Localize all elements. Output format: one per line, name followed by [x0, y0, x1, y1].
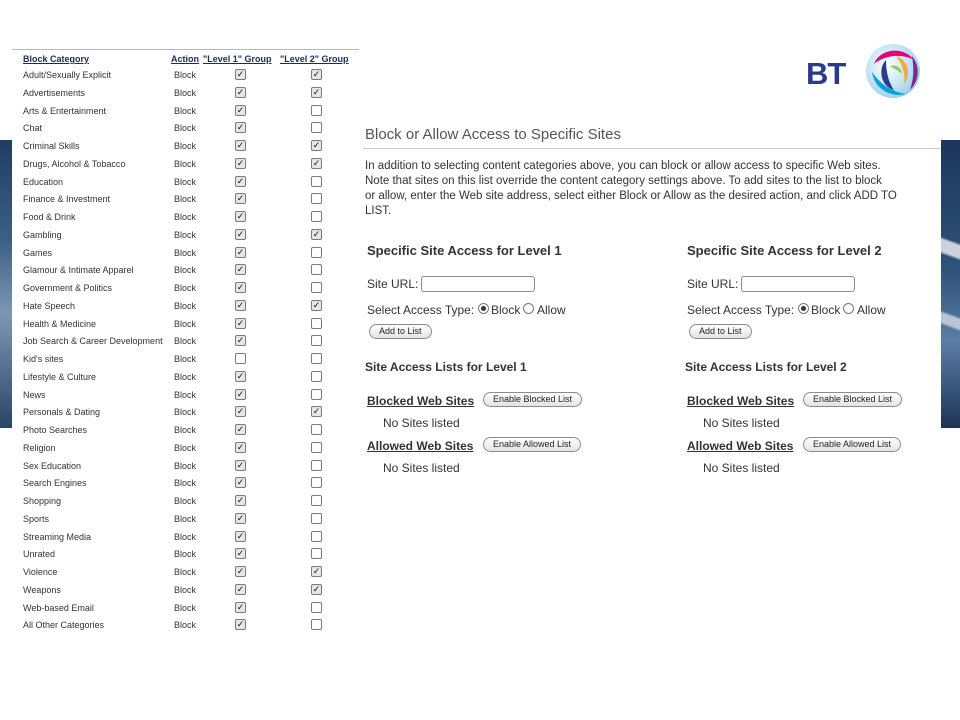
category-name: Adult/Sexually Explicit	[23, 70, 112, 80]
level-1-allowed-sites-title[interactable]: Allowed Web Sites	[367, 439, 474, 453]
category-action: Block	[174, 478, 197, 489]
category-action: Block	[174, 194, 197, 205]
level-1-site-url-input[interactable]	[421, 276, 535, 292]
category-action: Block	[174, 620, 197, 631]
table-row	[12, 209, 359, 227]
category-name: Web-based Email	[23, 602, 94, 613]
level-2-checkbox[interactable]	[311, 531, 322, 542]
intro-text	[365, 159, 941, 219]
intro-line: In addition to selecting content categories above, you can block or allow access to specific Web sites.	[365, 160, 881, 172]
table-row	[12, 85, 359, 103]
level-1-checkbox[interactable]	[235, 353, 246, 364]
category-name: Lifestyle & Culture	[23, 371, 97, 382]
table-row	[12, 617, 359, 635]
level-1-add-to-list-button[interactable]: Add to List	[369, 324, 432, 339]
table-row	[12, 387, 359, 405]
category-name: Government & Politics	[23, 283, 113, 293]
level-2-allowed-sites-title[interactable]: Allowed Web Sites	[687, 439, 794, 453]
category-action: Block	[174, 176, 197, 187]
level-1-checkbox[interactable]: ✓	[236, 264, 245, 275]
level-1-checkbox[interactable]: ✓	[236, 157, 245, 168]
category-action: Block	[174, 407, 197, 418]
category-name: Advertisements	[23, 87, 86, 98]
level-1-checkbox[interactable]: ✓	[236, 246, 245, 257]
level-2-block-radio[interactable]	[798, 303, 809, 314]
level-2-checkbox[interactable]	[311, 495, 322, 506]
table-row	[12, 369, 359, 387]
table-row	[12, 262, 359, 280]
level-2-checkbox[interactable]	[311, 371, 322, 382]
category-name: Shopping	[23, 496, 62, 506]
category-name: Education	[23, 176, 64, 187]
level-1-checkbox[interactable]: ✓	[236, 424, 245, 434]
level-1-checkbox[interactable]: ✓	[236, 601, 245, 612]
level-1-checkbox[interactable]: ✓	[236, 104, 245, 115]
level-2-checkbox[interactable]	[311, 460, 322, 471]
category-action: Block	[174, 283, 197, 293]
level-1-checkbox[interactable]: ✓	[236, 459, 245, 470]
table-row	[12, 174, 359, 192]
level-1-checkbox[interactable]: ✓	[236, 193, 245, 204]
level-1-checkbox[interactable]: ✓	[236, 86, 245, 97]
level-2-checkbox[interactable]: ✓	[312, 406, 321, 417]
site-url-label: Site URL:	[687, 277, 739, 291]
category-name: Chat	[23, 123, 43, 134]
table-row	[12, 475, 359, 493]
level-2-checkbox[interactable]	[311, 353, 322, 364]
category-action: Block	[174, 425, 197, 435]
level-1-checkbox[interactable]: ✓	[236, 530, 245, 541]
category-name: Weapons	[23, 584, 61, 595]
level-1-checkbox[interactable]: ✓	[236, 299, 245, 310]
category-action: Block	[174, 105, 197, 116]
level-1-checkbox[interactable]: ✓	[236, 441, 245, 452]
category-name: Hate Speech	[23, 300, 76, 311]
level-1-blocked-empty-text: No Sites listed	[383, 416, 460, 430]
category-name: Arts & Entertainment	[23, 105, 107, 116]
level-2-checkbox[interactable]	[311, 176, 322, 187]
level-1-allow-radio-label[interactable]: Allow	[537, 303, 566, 317]
table-row	[12, 156, 359, 174]
category-action: Block	[174, 247, 197, 258]
category-action: Block	[174, 158, 197, 169]
category-name: Streaming Media	[23, 531, 92, 542]
title-divider	[363, 148, 941, 149]
category-action: Block	[174, 496, 197, 506]
category-action: Block	[174, 229, 197, 240]
level-1-checkbox[interactable]: ✓	[236, 566, 245, 576]
level-1-checkbox[interactable]: ✓	[236, 388, 245, 399]
category-action: Block	[174, 318, 197, 329]
level-1-checkbox[interactable]: ✓	[236, 370, 245, 381]
level-2-checkbox[interactable]: ✓	[312, 299, 321, 310]
category-name: Drugs, Alcohol & Tobacco	[23, 158, 126, 169]
level-1-checkbox[interactable]: ✓	[236, 548, 245, 559]
category-name: Glamour & Intimate Apparel	[23, 265, 134, 276]
category-name: Personals & Dating	[23, 407, 101, 418]
level-1-checkbox[interactable]: ✓	[236, 140, 245, 150]
level-1-checkbox[interactable]: ✓	[236, 175, 245, 186]
category-action: Block	[174, 371, 197, 382]
level-2-checkbox[interactable]	[311, 193, 322, 204]
table-row	[12, 280, 359, 298]
level-1-title: Specific Site Access for Level 1	[367, 243, 562, 258]
category-action: Block	[174, 354, 197, 364]
level-1-block-radio[interactable]	[478, 303, 489, 314]
category-rows	[12, 67, 359, 635]
level-2-enable-blocked-list-button[interactable]: Enable Blocked List	[803, 392, 902, 407]
level-1-checkbox[interactable]: ✓	[236, 122, 245, 133]
level-2-allow-radio-label[interactable]: Allow	[857, 303, 886, 317]
level-1-checkbox[interactable]: ✓	[236, 228, 245, 239]
category-name: Criminal Skills	[23, 141, 80, 151]
category-action: Block	[174, 584, 197, 595]
table-header	[12, 54, 359, 68]
level-2-title: Specific Site Access for Level 2	[687, 243, 882, 258]
access-type-label: Select Access Type:	[687, 303, 795, 317]
page-title: Block or Allow Access to Specific Sites	[365, 126, 621, 143]
category-name: Games	[23, 247, 53, 258]
category-action: Block	[174, 442, 197, 453]
level-1-enable-allowed-list-button[interactable]: Enable Allowed List	[483, 437, 581, 452]
level-2-site-url-input[interactable]	[741, 276, 855, 292]
level-1-checkbox[interactable]: ✓	[236, 495, 245, 505]
level-1-checkbox[interactable]: ✓	[236, 512, 245, 523]
table-row	[12, 404, 359, 422]
header-action[interactable]: Action	[171, 54, 199, 64]
level-2-blocked-sites-title[interactable]: Blocked Web Sites	[687, 394, 795, 408]
level-1-checkbox[interactable]: ✓	[236, 477, 245, 488]
category-action: Block	[174, 87, 197, 98]
level-2-checkbox[interactable]: ✓	[312, 140, 321, 150]
category-action: Block	[174, 70, 197, 80]
table-row	[12, 138, 359, 156]
access-type-label: Select Access Type:	[367, 303, 475, 317]
level-1-checkbox[interactable]: ✓	[236, 335, 245, 346]
level-1-checkbox[interactable]: ✓	[236, 583, 245, 594]
category-name: Unrated	[23, 549, 56, 560]
level-1-checkbox[interactable]: ✓	[236, 619, 245, 630]
category-action: Block	[174, 549, 197, 560]
level-2-checkbox[interactable]	[311, 619, 322, 630]
decorative-side-image-right	[941, 140, 960, 428]
intro-line: LIST.	[365, 205, 392, 217]
level-2-checkbox[interactable]	[311, 602, 322, 613]
table-row	[12, 529, 359, 547]
category-name: News	[23, 389, 46, 400]
table-row	[12, 103, 359, 121]
category-action: Block	[174, 212, 197, 222]
table-row	[12, 120, 359, 138]
level-2-checkbox[interactable]	[311, 122, 322, 133]
category-name: Finance & Investment	[23, 194, 111, 205]
category-action: Block	[174, 460, 197, 471]
category-action: Block	[174, 336, 197, 347]
category-action: Block	[174, 567, 197, 577]
bt-logo-text: BT	[806, 56, 846, 91]
level-1-block-radio-label[interactable]: Block	[491, 303, 521, 317]
level-2-checkbox[interactable]: ✓	[312, 157, 321, 168]
level-1-enable-blocked-list-button[interactable]: Enable Blocked List	[483, 392, 582, 407]
category-name: Food & Drink	[23, 212, 76, 222]
level-2-checkbox[interactable]: ✓	[312, 86, 321, 97]
table-row	[12, 316, 359, 334]
table-row	[12, 67, 359, 85]
category-name: Sports	[23, 513, 50, 524]
level-2-add-to-list-button[interactable]: Add to List	[689, 324, 752, 339]
category-name: Gambling	[23, 229, 62, 240]
site-url-label: Site URL:	[367, 277, 419, 291]
level-2-checkbox[interactable]: ✓	[312, 583, 321, 594]
header-level-1-group[interactable]: "Level 1" Group	[203, 54, 272, 64]
block-category-table	[12, 49, 359, 635]
level-1-allow-radio[interactable]	[523, 303, 534, 314]
level-1-checkbox[interactable]: ✓	[236, 406, 245, 417]
table-row	[12, 422, 359, 440]
level-2-block-radio-label[interactable]: Block	[811, 303, 841, 317]
level-1-blocked-sites-title[interactable]: Blocked Web Sites	[367, 394, 475, 408]
level-2-checkbox[interactable]	[311, 513, 322, 524]
table-row	[12, 440, 359, 458]
category-action: Block	[174, 265, 197, 276]
level-1-checkbox[interactable]: ✓	[236, 317, 245, 328]
category-name: Violence	[23, 567, 58, 577]
category-action: Block	[174, 531, 197, 542]
table-row	[12, 227, 359, 245]
category-name: Job Search & Career Development	[23, 336, 163, 347]
category-name: Photo Searches	[23, 425, 88, 435]
bt-logo	[806, 42, 922, 100]
level-2-lists-title: Site Access Lists for Level 2	[685, 360, 847, 374]
level-1-checkbox[interactable]: ✓	[236, 282, 245, 292]
level-2-checkbox[interactable]	[311, 264, 322, 275]
table-row	[12, 493, 359, 511]
category-action: Block	[174, 513, 197, 524]
level-2-checkbox[interactable]	[311, 477, 322, 488]
category-name: Kid's sites	[23, 354, 64, 364]
table-row	[12, 351, 359, 369]
level-2-checkbox[interactable]	[311, 318, 322, 329]
level-1-checkbox[interactable]: ✓	[236, 69, 245, 79]
header-level-2-group[interactable]: "Level 2" Group	[280, 54, 349, 64]
level-1-checkbox[interactable]: ✓	[236, 211, 245, 221]
level-1-allowed-empty-text: No Sites listed	[383, 461, 460, 475]
category-action: Block	[174, 602, 197, 613]
level-2-checkbox[interactable]	[311, 211, 322, 222]
level-2-enable-allowed-list-button[interactable]: Enable Allowed List	[803, 437, 901, 452]
level-1-lists-title: Site Access Lists for Level 1	[365, 360, 527, 374]
level-2-checkbox[interactable]: ✓	[312, 69, 321, 79]
level-2-checkbox[interactable]	[311, 389, 322, 400]
category-name: Religion	[23, 442, 56, 453]
header-block-category[interactable]: Block Category	[23, 54, 90, 64]
category-name: Search Engines	[23, 478, 87, 489]
decorative-side-image-left	[0, 140, 12, 428]
level-2-allowed-empty-text: No Sites listed	[703, 461, 780, 475]
level-2-checkbox[interactable]	[311, 424, 322, 435]
category-action: Block	[174, 300, 197, 311]
category-name: All Other Categories	[23, 620, 105, 631]
level-2-checkbox[interactable]	[311, 548, 322, 559]
level-2-checkbox[interactable]: ✓	[312, 228, 321, 239]
table-row	[12, 245, 359, 263]
intro-line: or allow, enter the Web site address, select either Block or Allow as the desired action, and click ADD TO	[365, 190, 897, 202]
table-row	[12, 582, 359, 600]
bt-globe-icon	[864, 42, 922, 100]
level-2-allow-radio[interactable]	[843, 303, 854, 314]
level-2-checkbox[interactable]	[311, 442, 322, 453]
category-name: Health & Medicine	[23, 318, 97, 329]
table-row	[12, 600, 359, 618]
table-row	[12, 333, 359, 351]
level-2-checkbox[interactable]	[311, 105, 322, 116]
level-2-checkbox[interactable]	[311, 247, 322, 258]
category-action: Block	[174, 123, 197, 134]
table-row	[12, 546, 359, 564]
table-row	[12, 564, 359, 582]
level-2-blocked-empty-text: No Sites listed	[703, 416, 780, 430]
category-action: Block	[174, 389, 197, 400]
table-row	[12, 458, 359, 476]
table-row	[12, 511, 359, 529]
table-row	[12, 191, 359, 209]
category-name: Sex Education	[23, 460, 82, 471]
table-row	[12, 298, 359, 316]
category-action: Block	[174, 141, 197, 151]
level-2-checkbox[interactable]: ✓	[312, 566, 321, 576]
level-2-checkbox[interactable]	[311, 282, 322, 293]
level-2-checkbox[interactable]	[311, 335, 322, 346]
intro-line: Note that sites on this list override the content category settings above. To add sites to the list to block	[365, 175, 882, 187]
